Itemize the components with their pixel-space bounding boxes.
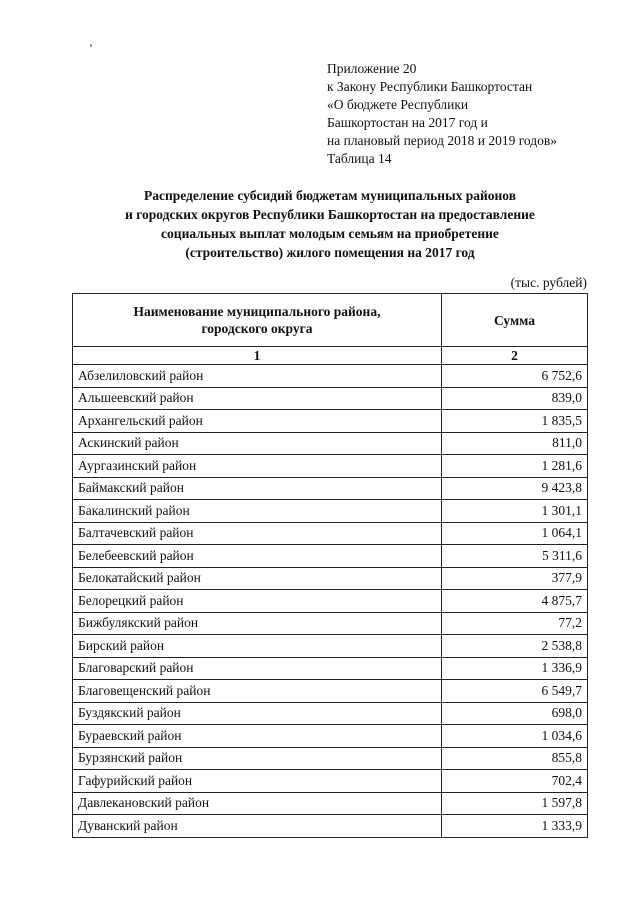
district-name: Белокатайский район [73, 567, 442, 590]
subsidy-amount: 1 333,9 [442, 815, 588, 838]
table-row [73, 522, 588, 545]
subsidy-amount: 1 064,1 [442, 522, 588, 545]
table-row [73, 567, 588, 590]
table-row [73, 657, 588, 680]
column-number: 2 [442, 347, 588, 365]
district-name: Давлекановский район [73, 792, 442, 815]
column-number-row [73, 347, 588, 365]
title-line: социальных выплат молодым семьям на приобретение [161, 226, 499, 241]
title-line: и городских округов Республики Башкортостан на предоставление [125, 207, 535, 222]
subsidy-amount: 702,4 [442, 770, 588, 793]
header-name-line: городского округа [201, 321, 313, 336]
subsidy-amount: 1 301,1 [442, 500, 588, 523]
title-line: Распределение субсидий бюджетам муниципальных районов [143, 188, 517, 203]
table-row [73, 545, 588, 568]
unit-label: (тыс. рублей) [510, 275, 587, 290]
appendix-line: к Закону Республики Башкортостан [327, 79, 533, 94]
district-name: Баймакский район [73, 477, 442, 500]
district-name: Аургазинский район [73, 455, 442, 478]
subsidy-amount: 698,0 [442, 702, 588, 725]
district-name: Буздякский район [73, 702, 442, 725]
table-row [73, 725, 588, 748]
district-name: Абзелиловский район [73, 365, 442, 388]
table-row [73, 770, 588, 793]
title-line: (строительство) жилого помещения на 2017 год [185, 245, 475, 260]
subsidy-amount: 1 835,5 [442, 410, 588, 433]
subsidy-amount: 1 034,6 [442, 725, 588, 748]
district-name: Балтачевский район [73, 522, 442, 545]
table-row [73, 455, 588, 478]
table-row [73, 432, 588, 455]
header-name-line: Наименование муниципального района, [133, 304, 381, 319]
table-row [73, 635, 588, 658]
header-name-cell [73, 294, 442, 347]
table-row [73, 410, 588, 433]
subsidy-amount: 855,8 [442, 747, 588, 770]
table-row [73, 477, 588, 500]
district-name: Аскинский район [73, 432, 442, 455]
district-name: Гафурийский район [73, 770, 442, 793]
table-row [73, 747, 588, 770]
subsidy-table [72, 293, 588, 838]
district-name: Благовещенский район [73, 680, 442, 703]
table-row [73, 792, 588, 815]
subsidy-amount: 9 423,8 [442, 477, 588, 500]
district-name: Бураевский район [73, 725, 442, 748]
table-row [73, 702, 588, 725]
district-name: Бакалинский район [73, 500, 442, 523]
table-row [73, 387, 588, 410]
subsidy-amount: 377,9 [442, 567, 588, 590]
subsidy-amount: 1 336,9 [442, 657, 588, 680]
subsidy-amount: 2 538,8 [442, 635, 588, 658]
subsidy-amount: 1 597,8 [442, 792, 588, 815]
scan-speck [90, 44, 92, 47]
district-name: Белебеевский район [73, 545, 442, 568]
subsidy-amount: 5 311,6 [442, 545, 588, 568]
subsidy-amount: 6 752,6 [442, 365, 588, 388]
table-row [73, 612, 588, 635]
subsidy-amount: 839,0 [442, 387, 588, 410]
document-title [70, 186, 590, 262]
appendix-header [327, 60, 557, 168]
district-name: Бижбулякский район [73, 612, 442, 635]
table-row [73, 365, 588, 388]
subsidy-amount: 811,0 [442, 432, 588, 455]
subsidy-amount: 4 875,7 [442, 590, 588, 613]
district-name: Архангельский район [73, 410, 442, 433]
district-name: Дуванский район [73, 815, 442, 838]
subsidy-amount: 77,2 [442, 612, 588, 635]
table-row [73, 680, 588, 703]
column-number: 1 [73, 347, 442, 365]
subsidy-amount: 1 281,6 [442, 455, 588, 478]
district-name: Благоварский район [73, 657, 442, 680]
table-row [73, 500, 588, 523]
appendix-line: Таблица 14 [327, 151, 392, 166]
appendix-line: «О бюджете Республики [327, 97, 469, 112]
district-name: Белорецкий район [73, 590, 442, 613]
appendix-line: Башкортостан на 2017 год и [327, 115, 488, 130]
header-amount-cell: Сумма [442, 294, 588, 347]
district-name: Бурзянский район [73, 747, 442, 770]
subsidy-amount: 6 549,7 [442, 680, 588, 703]
table-header-row [73, 294, 588, 347]
appendix-line: Приложение 20 [327, 61, 417, 76]
district-name: Бирский район [73, 635, 442, 658]
table-row [73, 590, 588, 613]
table-row [73, 815, 588, 838]
district-name: Альшеевский район [73, 387, 442, 410]
appendix-line: на плановый период 2018 и 2019 годов» [327, 133, 558, 148]
